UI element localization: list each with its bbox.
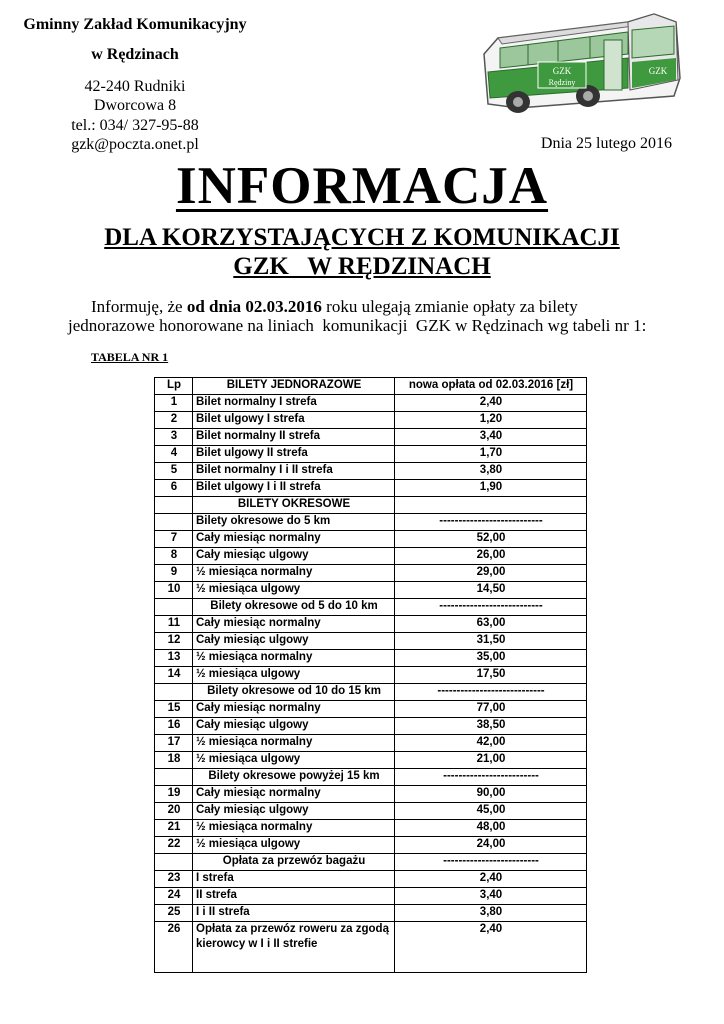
row-price: 3,80 <box>395 905 587 922</box>
row-price: 3,80 <box>395 463 587 480</box>
row-lp: 5 <box>155 463 193 480</box>
table-row <box>155 616 587 633</box>
table-row <box>155 871 587 888</box>
row-lp <box>155 854 193 871</box>
table-row <box>155 701 587 718</box>
bus-front-text: GZK <box>648 66 668 76</box>
row-lp: 10 <box>155 582 193 599</box>
row-price: ---------------------------- <box>395 684 587 701</box>
table-row <box>155 735 587 752</box>
table-row <box>155 463 587 480</box>
table-row <box>155 803 587 820</box>
bus-sign-text-1: GZK <box>552 66 572 76</box>
page-title: INFORMACJA <box>175 157 549 215</box>
row-name: Cały miesiąc ulgowy <box>193 718 395 735</box>
row-price <box>395 497 587 514</box>
row-name: Opłata za przewóz roweru za zgodą kierowcy w I i II strefie <box>193 922 395 973</box>
table-row <box>155 565 587 582</box>
page-subtitle-line2: GZK W RĘDZINACH <box>233 253 491 280</box>
row-lp: 11 <box>155 616 193 633</box>
row-lp: 1 <box>155 395 193 412</box>
row-lp: 14 <box>155 667 193 684</box>
row-price: ------------------------- <box>395 854 587 871</box>
row-lp: 2 <box>155 412 193 429</box>
document-date: Dnia 25 lutego 2016 <box>540 135 672 152</box>
table-row <box>155 480 587 497</box>
row-name: Bilety okresowe do 5 km <box>193 514 395 531</box>
row-lp: 22 <box>155 837 193 854</box>
row-name: Bilet ulgowy I strefa <box>193 412 395 429</box>
table-row <box>155 429 587 446</box>
row-price: 38,50 <box>395 718 587 735</box>
row-name: Cały miesiąc ulgowy <box>193 803 395 820</box>
row-price: 3,40 <box>395 888 587 905</box>
row-price: 1,70 <box>395 446 587 463</box>
row-price: 42,00 <box>395 735 587 752</box>
row-lp: 15 <box>155 701 193 718</box>
row-price: ------------------------- <box>395 769 587 786</box>
row-name: I strefa <box>193 871 395 888</box>
table-row <box>155 786 587 803</box>
table-row <box>155 820 587 837</box>
table-row <box>155 667 587 684</box>
row-price: 1,20 <box>395 412 587 429</box>
row-name: BILETY OKRESOWE <box>193 497 395 514</box>
row-price: 17,50 <box>395 667 587 684</box>
row-name: ½ miesiąca ulgowy <box>193 667 395 684</box>
row-name: Opłata za przewóz bagażu <box>193 854 395 871</box>
fare-table <box>154 377 587 973</box>
table-row <box>155 599 587 616</box>
row-price: 35,00 <box>395 650 587 667</box>
row-lp: 18 <box>155 752 193 769</box>
row-lp: 6 <box>155 480 193 497</box>
row-lp: 21 <box>155 820 193 837</box>
row-name: Cały miesiąc normalny <box>193 701 395 718</box>
row-name: Cały miesiąc normalny <box>193 531 395 548</box>
row-price: 90,00 <box>395 786 587 803</box>
table-row <box>155 548 587 565</box>
row-name: Bilety okresowe od 10 do 15 km <box>193 684 395 701</box>
bus-sign-text-2: Rędziny <box>548 78 576 87</box>
row-name: ½ miesiąca normalny <box>193 565 395 582</box>
street-address: Dworcowa 8 <box>93 97 177 114</box>
row-name: ½ miesiąca ulgowy <box>193 837 395 854</box>
row-name: ½ miesiąca normalny <box>193 735 395 752</box>
row-price: 14,50 <box>395 582 587 599</box>
table-row <box>155 497 587 514</box>
row-name: Bilet normalny II strefa <box>193 429 395 446</box>
row-lp: 26 <box>155 922 193 973</box>
row-price: 24,00 <box>395 837 587 854</box>
row-lp: 20 <box>155 803 193 820</box>
row-name: Bilet ulgowy I i II strefa <box>193 480 395 497</box>
row-name: Bilet normalny I strefa <box>193 395 395 412</box>
row-lp <box>155 514 193 531</box>
table-row <box>155 446 587 463</box>
row-price: 2,40 <box>395 871 587 888</box>
row-lp: 4 <box>155 446 193 463</box>
table-header-row <box>155 378 587 395</box>
row-lp: 7 <box>155 531 193 548</box>
row-lp <box>155 599 193 616</box>
row-name: ½ miesiąca ulgowy <box>193 582 395 599</box>
row-lp <box>155 497 193 514</box>
row-lp: 9 <box>155 565 193 582</box>
bus-logo-icon <box>478 8 684 116</box>
row-lp: 12 <box>155 633 193 650</box>
phone-number: tel.: 034/ 327-95-88 <box>71 117 199 134</box>
header-lp: Lp <box>155 378 193 395</box>
row-lp: 3 <box>155 429 193 446</box>
table-row <box>155 854 587 871</box>
row-lp: 19 <box>155 786 193 803</box>
org-name: Gminny Zakład Komunikacyjny <box>23 16 247 33</box>
row-name: Cały miesiąc normalny <box>193 786 395 803</box>
row-lp <box>155 769 193 786</box>
intro-line-1 <box>91 297 578 317</box>
table-row <box>155 650 587 667</box>
email-address: gzk@poczta.onet.pl <box>71 136 199 153</box>
table-row <box>155 633 587 650</box>
table-row <box>155 412 587 429</box>
table-row <box>155 837 587 854</box>
row-price: 1,90 <box>395 480 587 497</box>
header-tickets: BILETY JEDNORAZOWE <box>193 378 395 395</box>
row-price: 2,40 <box>395 922 587 973</box>
table-row <box>155 514 587 531</box>
intro-line-2: jednorazowe honorowane na liniach komunikacji GZK w Rędzinach wg tabeli nr 1: <box>68 316 647 335</box>
row-price: --------------------------- <box>395 514 587 531</box>
postal-address: 42-240 Rudniki <box>84 78 186 95</box>
table-row <box>155 905 587 922</box>
row-name: ½ miesiąca ulgowy <box>193 752 395 769</box>
row-lp: 8 <box>155 548 193 565</box>
row-name: ½ miesiąca normalny <box>193 820 395 837</box>
table-row <box>155 888 587 905</box>
row-price: 29,00 <box>395 565 587 582</box>
table-row <box>155 531 587 548</box>
row-lp: 24 <box>155 888 193 905</box>
header-price: nowa opłata od 02.03.2016 [zł] <box>395 378 587 395</box>
row-lp: 23 <box>155 871 193 888</box>
table-row <box>155 752 587 769</box>
row-name: Cały miesiąc ulgowy <box>193 548 395 565</box>
row-lp: 25 <box>155 905 193 922</box>
table-row <box>155 922 587 973</box>
row-price: 31,50 <box>395 633 587 650</box>
row-price: 77,00 <box>395 701 587 718</box>
row-name: I i II strefa <box>193 905 395 922</box>
row-price: 26,00 <box>395 548 587 565</box>
row-name: Bilety okresowe powyżej 15 km <box>193 769 395 786</box>
row-price: 52,00 <box>395 531 587 548</box>
intro-prefix: Informuję, że <box>91 297 187 316</box>
row-price: 3,40 <box>395 429 587 446</box>
row-price: 45,00 <box>395 803 587 820</box>
table-row <box>155 769 587 786</box>
row-name: ½ miesiąca normalny <box>193 650 395 667</box>
org-place: w Rędzinach <box>91 46 179 63</box>
page-subtitle-line1: DLA KORZYSTAJĄCYCH Z KOMUNIKACJI <box>104 224 620 251</box>
row-price: 63,00 <box>395 616 587 633</box>
row-lp: 16 <box>155 718 193 735</box>
table-row <box>155 684 587 701</box>
row-lp: 13 <box>155 650 193 667</box>
row-price: 21,00 <box>395 752 587 769</box>
intro-suffix: roku ulegają zmianie opłaty za bilety <box>321 297 578 316</box>
row-name: Bilety okresowe od 5 do 10 km <box>193 599 395 616</box>
row-price: 2,40 <box>395 395 587 412</box>
row-lp: 17 <box>155 735 193 752</box>
row-name: II strefa <box>193 888 395 905</box>
row-price: --------------------------- <box>395 599 587 616</box>
row-name: Bilet normalny I i II strefa <box>193 463 395 480</box>
table-caption: TABELA NR 1 <box>91 350 169 364</box>
intro-date-bold: od dnia 02.03.2016 <box>186 297 322 316</box>
table-row <box>155 718 587 735</box>
row-price: 48,00 <box>395 820 587 837</box>
row-name: Cały miesiąc normalny <box>193 616 395 633</box>
row-name: Bilet ulgowy II strefa <box>193 446 395 463</box>
row-lp <box>155 684 193 701</box>
table-row <box>155 395 587 412</box>
table-row <box>155 582 587 599</box>
row-name: Cały miesiąc ulgowy <box>193 633 395 650</box>
